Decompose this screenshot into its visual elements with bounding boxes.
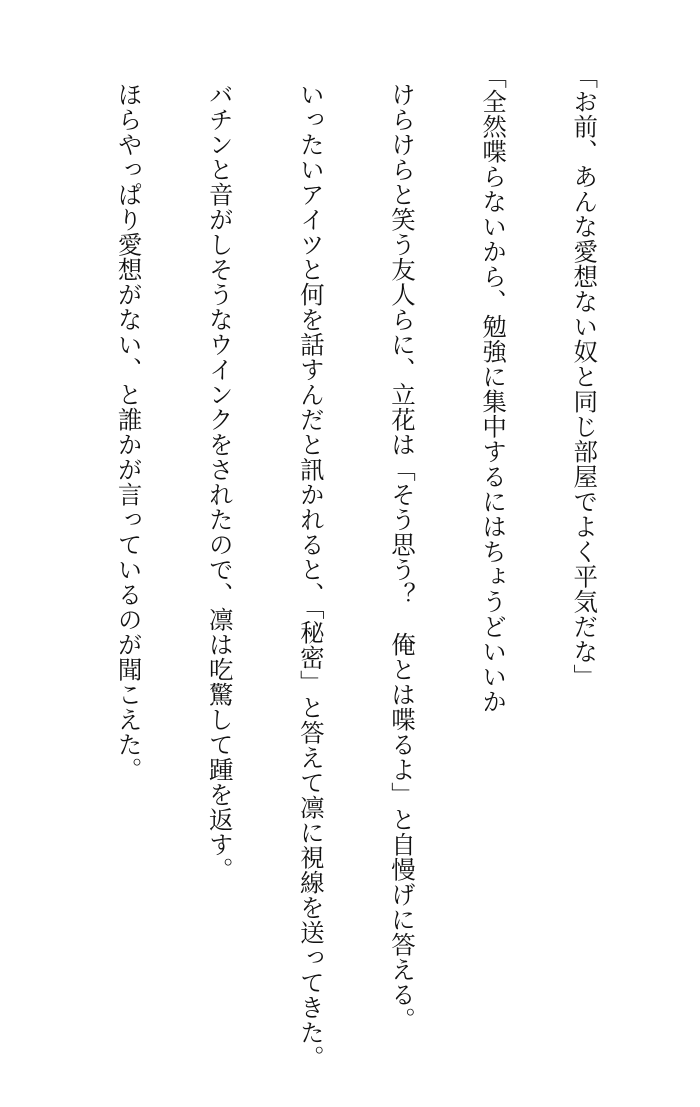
section-gap xyxy=(7,64,53,964)
text-line: 「全然喋らないから、勉強に集中するにはちょうどいいか xyxy=(479,64,509,714)
text-line: いったいアイツと何を話すんだと訊かれると、「秘密」と答えて凛に視線を送ってきた。 xyxy=(296,82,326,1070)
text-line: 「お前、あんな愛想ない奴と同じ部屋でよく平気だな」 xyxy=(570,64,600,689)
vertical-text-body xyxy=(0,64,660,1070)
text-line: けらけらと笑う友人らに、立花は「そう思う？ 俺とは喋るよ」と自慢げに答える。 xyxy=(388,82,417,1032)
text-line: ほらやっぱり愛想がない、と誰かが言っているのが聞こえた。 xyxy=(114,82,144,782)
text-line: バチンと音がしそうなウインクをされたので、凛は吃驚して踵を返す。 xyxy=(205,82,235,882)
